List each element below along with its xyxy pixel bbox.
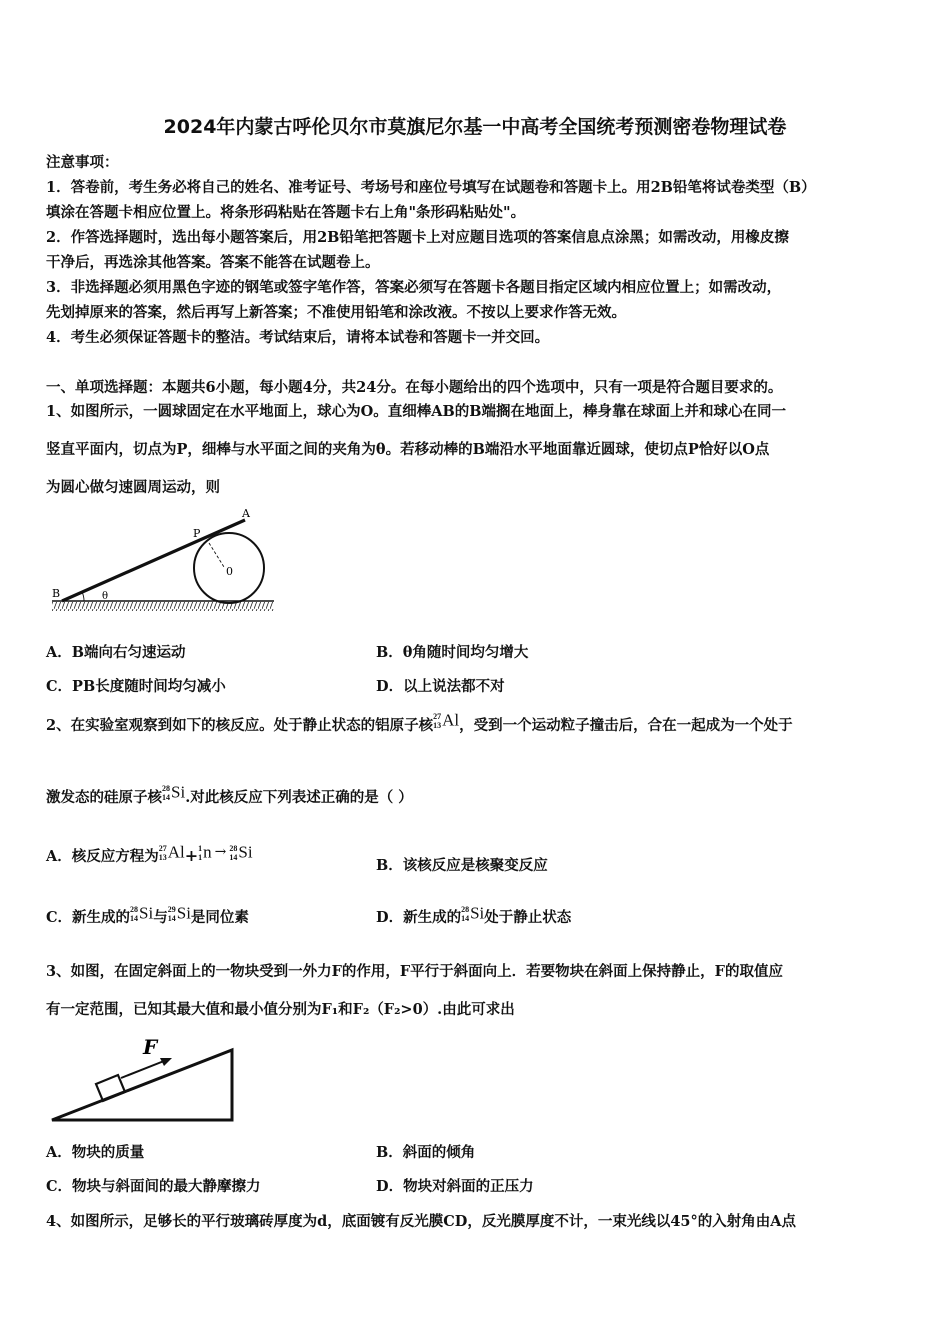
q3-text-line: 3、如图，在固定斜面上的一物块受到一外力F的作用，F平行于斜面向上．若要物块在斜面上保持静止，F的取值应 (46, 963, 783, 980)
notice-line: 先划掉原来的答案，然后再写上新答案；不准使用铅笔和涂改液。不按以上要求作答无效。 (46, 304, 626, 321)
q2-text-line: 激发态的硅原子核28 14Si.对此核反应下列表述正确的是（ ） (46, 782, 413, 806)
angle-arc (82, 592, 84, 601)
label-a: A (242, 507, 250, 520)
notice-line: 干净后，再选涂其他答案。答案不能答在试题卷上。 (46, 254, 380, 271)
q1-option-a[interactable]: A．B端向右匀速运动 (46, 644, 186, 661)
q2-option-c[interactable]: C．新生成的28 14Si与29 14Si是同位素 (46, 903, 249, 926)
incline (52, 1050, 232, 1120)
q3-option-b[interactable]: B．斜面的倾角 (376, 1144, 476, 1161)
q1-option-c[interactable]: C．PB长度随时间均匀减小 (46, 678, 226, 695)
label-o: 0 (226, 565, 233, 578)
neutron-nuclide: 1 1n (198, 842, 212, 862)
q1-text-line: 竖直平面内，切点为P，细棒与水平面之间的夹角为θ。若移动棒的B端沿水平地面靠近圆球，使切点P恰好以O点 (46, 441, 770, 458)
q1-text-line: 为圆心做匀速圆周运动，则 (46, 479, 220, 496)
label-theta: θ (102, 591, 109, 602)
silicon-28-nuclide: 28 14Si (461, 903, 485, 923)
ground-hatching (52, 602, 274, 611)
notice-line: 2．作答选择题时，选出每小题答案后，用2B铅笔把答题卡上对应题目选项的答案信息点涂黑；如需改动，用橡皮擦 (46, 229, 789, 246)
rod-ab (62, 520, 245, 601)
force-label: F (143, 1035, 158, 1059)
q2-option-a[interactable]: A．核反应方程为27 13Al+1 1n → 28 14Si (46, 842, 253, 865)
notice-line: 3．非选择题必须用黑色字迹的钢笔或签字笔作答，答案必须写在答题卡各题目指定区域内相应位置上；如需改动， (46, 279, 782, 296)
q2-option-d[interactable]: D．新生成的28 14Si处于静止状态 (376, 903, 572, 926)
aluminum-27-nuclide: 27 13Al (433, 710, 460, 730)
q2-option-b[interactable]: B．该核反应是核聚变反应 (376, 857, 548, 874)
q1-option-d[interactable]: D．以上说法都不对 (376, 678, 505, 695)
notice-line: 1．答卷前，考生务必将自己的姓名、准考证号、考场号和座位号填写在试题卷和答题卡上。用2B铅笔将试卷类型（B） (46, 179, 816, 196)
label-p: P (193, 527, 201, 540)
notice-heading: 注意事项： (46, 154, 119, 171)
q3-option-c[interactable]: C．物块与斜面间的最大静摩擦力 (46, 1178, 261, 1195)
q3-figure (46, 1034, 238, 1126)
q1-figure (46, 505, 278, 617)
force-arrow (121, 1061, 164, 1078)
aluminum-27-nuclide: 27 13Al (158, 842, 185, 862)
silicon-28-nuclide: 28 14Si (130, 903, 154, 923)
q4-text-line: 4、如图所示，足够长的平行玻璃砖厚度为d，底面镀有反光膜CD，反光膜厚度不计，一束光线以45°的入射角由A点 (46, 1213, 797, 1230)
silicon-29-nuclide: 29 14Si (167, 903, 191, 923)
label-b: B (52, 587, 61, 600)
q1-option-b[interactable]: B．θ角随时间均匀增大 (376, 644, 529, 661)
q1-text-line: 1、如图所示，一圆球固定在水平地面上，球心为O。直细棒AB的B端搁在地面上，棒身靠在球面上并和球心在同一 (46, 403, 786, 420)
notice-line: 填涂在答题卡相应位置上。将条形码粘贴在答题卡右上角"条形码粘贴处"。 (46, 204, 526, 221)
q3-option-a[interactable]: A．物块的质量 (46, 1144, 145, 1161)
notice-line: 4．考生必须保证答题卡的整洁。考试结束后，请将本试卷和答题卡一并交回。 (46, 329, 550, 346)
silicon-28-nuclide: 28 14Si (229, 842, 253, 862)
q3-option-d[interactable]: D．物块对斜面的正压力 (376, 1178, 534, 1195)
silicon-28-nuclide: 28 14Si (162, 782, 186, 802)
q2-text-line: 2、在实验室观察到如下的核反应。处于静止状态的铝原子核27 13Al，受到一个运动粒子撞击后，合在一起成为一个处于 (46, 710, 793, 734)
radius-op (209, 543, 224, 567)
q3-text-line: 有一定范围，已知其最大值和最小值分别为F₁和F₂（F₂>0）.由此可求出 (46, 1001, 515, 1018)
section-heading: 一、单项选择题：本题共6小题，每小题4分，共24分。在每小题给出的四个选项中，只有一项是符合题目要求的。 (46, 379, 783, 396)
page-title: 2024年内蒙古呼伦贝尔市莫旗尼尔基一中高考全国统考预测密卷物理试卷 (163, 116, 787, 138)
block (96, 1075, 125, 1101)
